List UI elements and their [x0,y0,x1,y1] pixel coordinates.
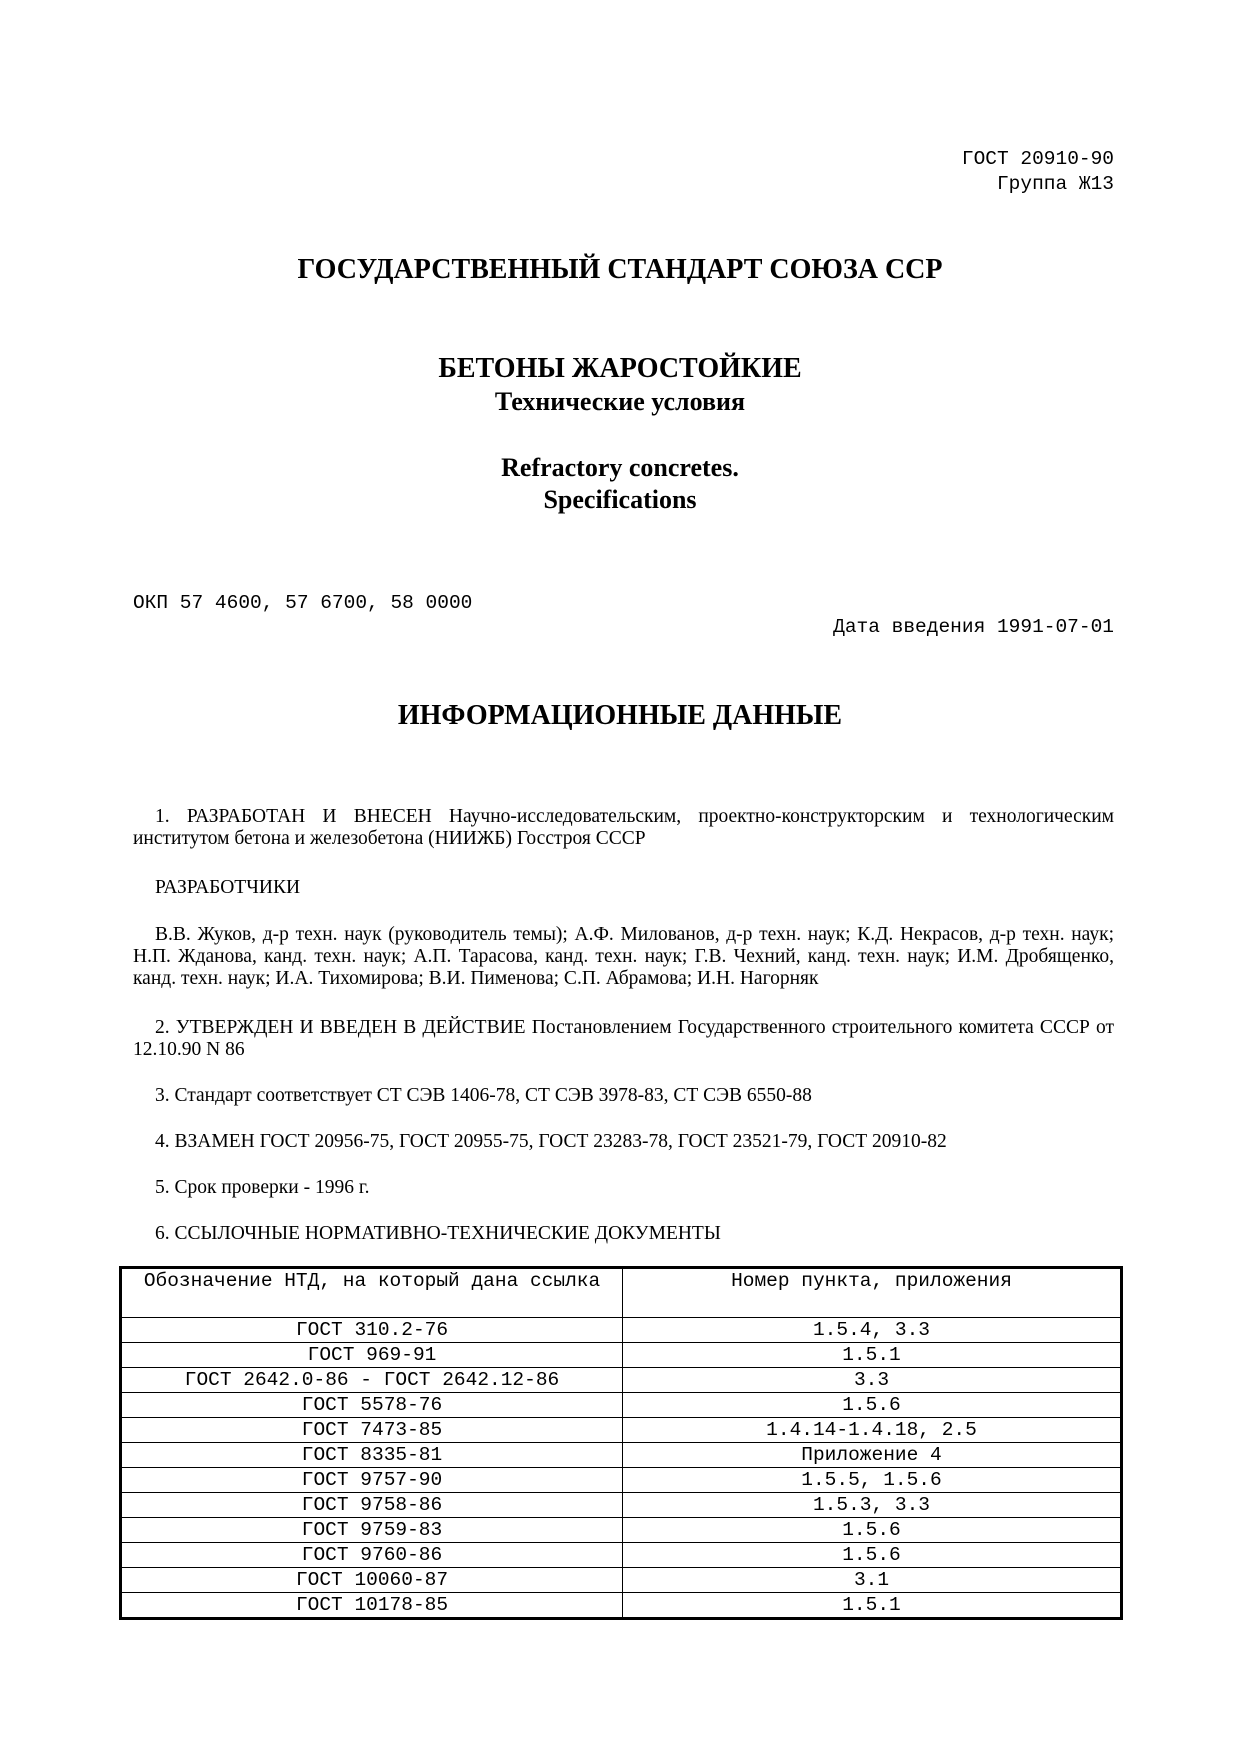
table-cell-document: ГОСТ 969-91 [121,1343,623,1368]
main-title: ГОСУДАРСТВЕННЫЙ СТАНДАРТ СОЮЗА ССР [297,254,943,285]
paragraph-review-date: 5. Срок проверки - 1996 г. [155,1177,370,1198]
paragraph-references-heading: 6. ССЫЛОЧНЫЕ НОРМАТИВНО-ТЕХНИЧЕСКИЕ ДОКУМЕНТЫ [155,1223,721,1244]
table-cell-clause: 1.5.6 [623,1518,1122,1543]
table-cell-clause: 1.5.3, 3.3 [623,1493,1122,1518]
table-row [121,1493,1122,1518]
table-cell-document: ГОСТ 9757-90 [121,1468,623,1493]
table-cell-clause: 1.5.5, 1.5.6 [623,1468,1122,1493]
standard-subtitle: Технические условия [494,387,746,416]
developers-list: В.В. Жуков, д-р техн. наук (руководитель темы); А.Ф. Милованов, д-р техн. наук; К.Д. Некрасов, д-р техн. наук; Н.П. Жданова, канд. техн. наук; А.П. Тарасова, канд. техн. наук; Г.В. Чехний, канд. техн. наук; И.М. Дробященко, канд. техн. наук; И.А. Тихомирова; В.И. Пименова; С.П. Абрамова; И.Н. Нагорняк [133,924,1114,989]
table-cell-document: ГОСТ 8335-81 [121,1443,623,1468]
paragraph-compliance: 3. Стандарт соответствует СТ СЭВ 1406-78, СТ СЭВ 3978-83, СТ СЭВ 6550-88 [155,1085,812,1106]
table-row [121,1418,1122,1443]
table-row [121,1568,1122,1593]
table-row [121,1593,1122,1619]
table-row [121,1343,1122,1368]
okp-code: ОКП 57 4600, 57 6700, 58 0000 [133,592,473,614]
paragraph-developed-by: 1. РАЗРАБОТАН И ВНЕСЕН Научно-исследовательским, проектно-конструкторским и технологическим институтом бетона и железобетона (НИИЖБ) Госстроя СССР [133,806,1114,849]
gost-number: ГОСТ 20910-90 [961,148,1114,170]
table-cell-document: ГОСТ 9759-83 [121,1518,623,1543]
table-cell-clause: 1.5.1 [623,1593,1122,1619]
table-row [121,1393,1122,1418]
table-row [121,1518,1122,1543]
english-title-line2: Specifications [543,485,697,514]
table-cell-clause: 1.5.4, 3.3 [623,1318,1122,1343]
table-cell-clause: 3.1 [623,1568,1122,1593]
references-table [119,1266,1123,1620]
table-cell-clause: 1.4.14-1.4.18, 2.5 [623,1418,1122,1443]
table-cell-document: ГОСТ 9758-86 [121,1493,623,1518]
table-cell-document: ГОСТ 9760-86 [121,1543,623,1568]
table-row [121,1318,1122,1343]
table-cell-clause: Приложение 4 [623,1443,1122,1468]
table-cell-document: ГОСТ 2642.0-86 - ГОСТ 2642.12-86 [121,1368,623,1393]
table-row [121,1543,1122,1568]
table-cell-document: ГОСТ 5578-76 [121,1393,623,1418]
table-cell-clause: 1.5.6 [623,1543,1122,1568]
table-cell-document: ГОСТ 10060-87 [121,1568,623,1593]
table-cell-document: ГОСТ 310.2-76 [121,1318,623,1343]
gost-group: Группа Ж13 [996,173,1114,195]
table-cell-document: ГОСТ 10178-85 [121,1593,623,1619]
table-row [121,1443,1122,1468]
document-header [700,147,1114,197]
table-cell-document: ГОСТ 7473-85 [121,1418,623,1443]
table-cell-clause: 1.5.6 [623,1393,1122,1418]
introduction-date: Дата введения 1991-07-01 [833,616,1114,638]
table-row [121,1468,1122,1493]
paragraph-approved: 2. УТВЕРЖДЕН И ВВЕДЕН В ДЕЙСТВИЕ Постановлением Государственного строительного комитета СССР от 12.10.90 N 86 [133,1017,1114,1060]
english-title-line1: Refractory concretes. [501,453,739,482]
standard-name: БЕТОНЫ ЖАРОСТОЙКИЕ [438,353,802,384]
table-cell-clause: 1.5.1 [623,1343,1122,1368]
table-row [121,1368,1122,1393]
info-section-title: ИНФОРМАЦИОННЫЕ ДАННЫЕ [397,700,843,731]
developers-heading: РАЗРАБОТЧИКИ [155,877,301,898]
table-header-row [121,1268,1122,1318]
table-cell-clause: 3.3 [623,1368,1122,1393]
paragraph-replaces: 4. ВЗАМЕН ГОСТ 20956-75, ГОСТ 20955-75, ГОСТ 23283-78, ГОСТ 23521-79, ГОСТ 20910-82 [155,1131,947,1152]
table-header-document: Обозначение НТД, на который дана ссылка [121,1268,623,1318]
table-header-clause: Номер пункта, приложения [623,1268,1122,1318]
